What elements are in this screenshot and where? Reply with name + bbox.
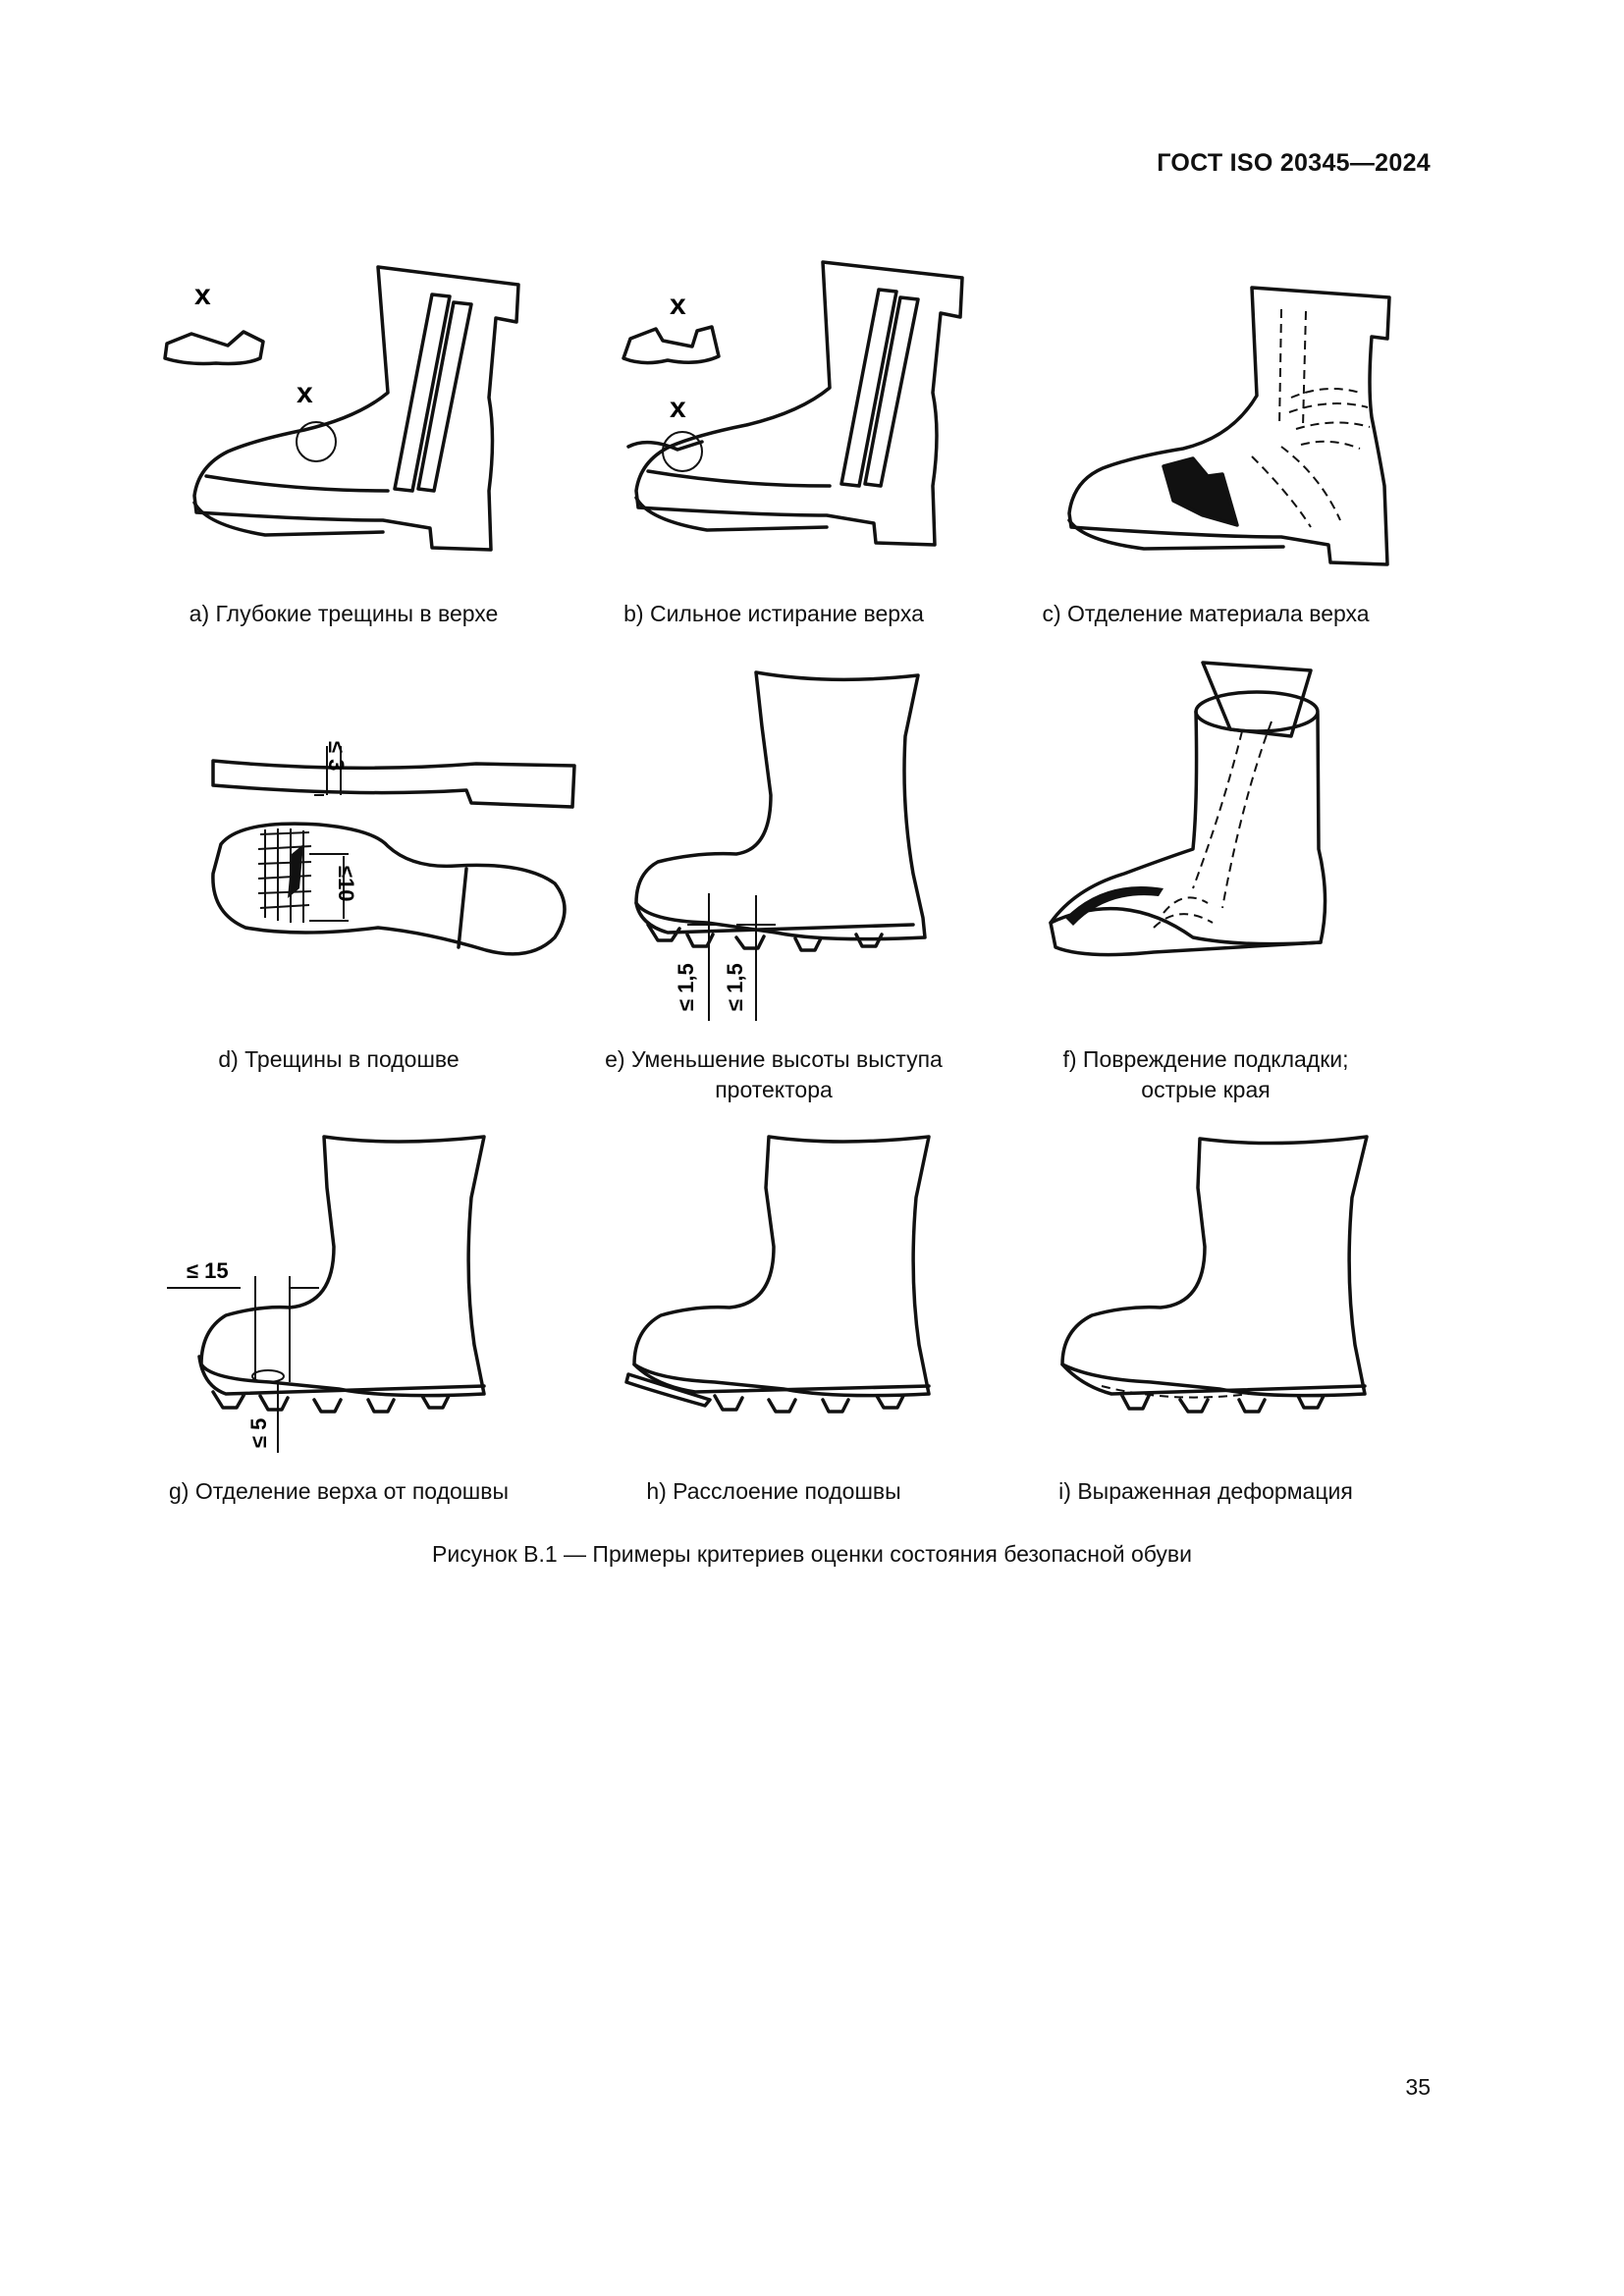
caption-c: c) Отделение материала верха xyxy=(1042,601,1370,626)
boot-illustration-e xyxy=(628,667,933,1021)
boot-illustration-b xyxy=(609,250,1001,564)
boot-illustration-c xyxy=(1056,280,1419,584)
caption-h: h) Расслоение подошвы xyxy=(646,1478,901,1504)
page-number: 35 xyxy=(1405,2074,1431,2100)
dim-label-1: ≤ 1,5 xyxy=(674,963,698,1011)
caption-e-line1: e) Уменьшение высоты выступа xyxy=(605,1046,943,1072)
sole-illustration-d xyxy=(201,726,584,972)
figure-caption: Рисунок В.1 — Примеры критериев оценки состояния безопасной обуви xyxy=(432,1541,1192,1567)
boot-illustration-h xyxy=(617,1129,950,1423)
document-code: ГОСТ ISO 20345—2024 xyxy=(1157,149,1431,177)
boot-illustration-f xyxy=(1046,653,1340,977)
figure-panel-i xyxy=(1053,1129,1386,1423)
figure-panel-f xyxy=(1046,653,1340,977)
dim-label-5: ≤ 5 xyxy=(246,1417,271,1448)
figure-panel-g xyxy=(172,1129,506,1453)
caption-i: i) Выраженная деформация xyxy=(1058,1478,1353,1504)
caption-e xyxy=(568,1044,980,1105)
boot-illustration-g xyxy=(172,1129,506,1453)
marker-x-1: x xyxy=(194,279,211,311)
marker-x-1: x xyxy=(670,289,686,321)
dim-label-15: ≤ 15 xyxy=(187,1258,229,1283)
caption-b: b) Сильное истирание верха xyxy=(623,601,924,626)
figure-panel-b xyxy=(609,250,1001,564)
caption-e-line2: протектора xyxy=(715,1077,833,1102)
boot-illustration-a xyxy=(147,255,540,569)
dim-label-3: ≤ 3 xyxy=(324,741,349,772)
marker-x-2: x xyxy=(670,392,686,424)
figure-panel-h xyxy=(617,1129,950,1423)
boot-illustration-i xyxy=(1053,1129,1386,1423)
caption-f xyxy=(1000,1044,1412,1105)
figure-panel-d xyxy=(201,726,584,972)
caption-d: d) Трещины в подошве xyxy=(218,1046,460,1072)
figure-panel-e xyxy=(628,667,933,1021)
caption-f-line1: f) Повреждение подкладки; xyxy=(1062,1046,1349,1072)
caption-f-line2: острые края xyxy=(1141,1077,1271,1102)
dim-label-2: ≤ 1,5 xyxy=(723,963,747,1011)
dim-label-10: ≤10 xyxy=(334,866,358,902)
figure-panel-c xyxy=(1056,280,1419,584)
marker-x-2: x xyxy=(297,377,313,409)
caption-a: a) Глубокие трещины в верхе xyxy=(189,601,499,626)
figure-panel-a xyxy=(147,255,540,569)
caption-g: g) Отделение верха от подошвы xyxy=(169,1478,509,1504)
